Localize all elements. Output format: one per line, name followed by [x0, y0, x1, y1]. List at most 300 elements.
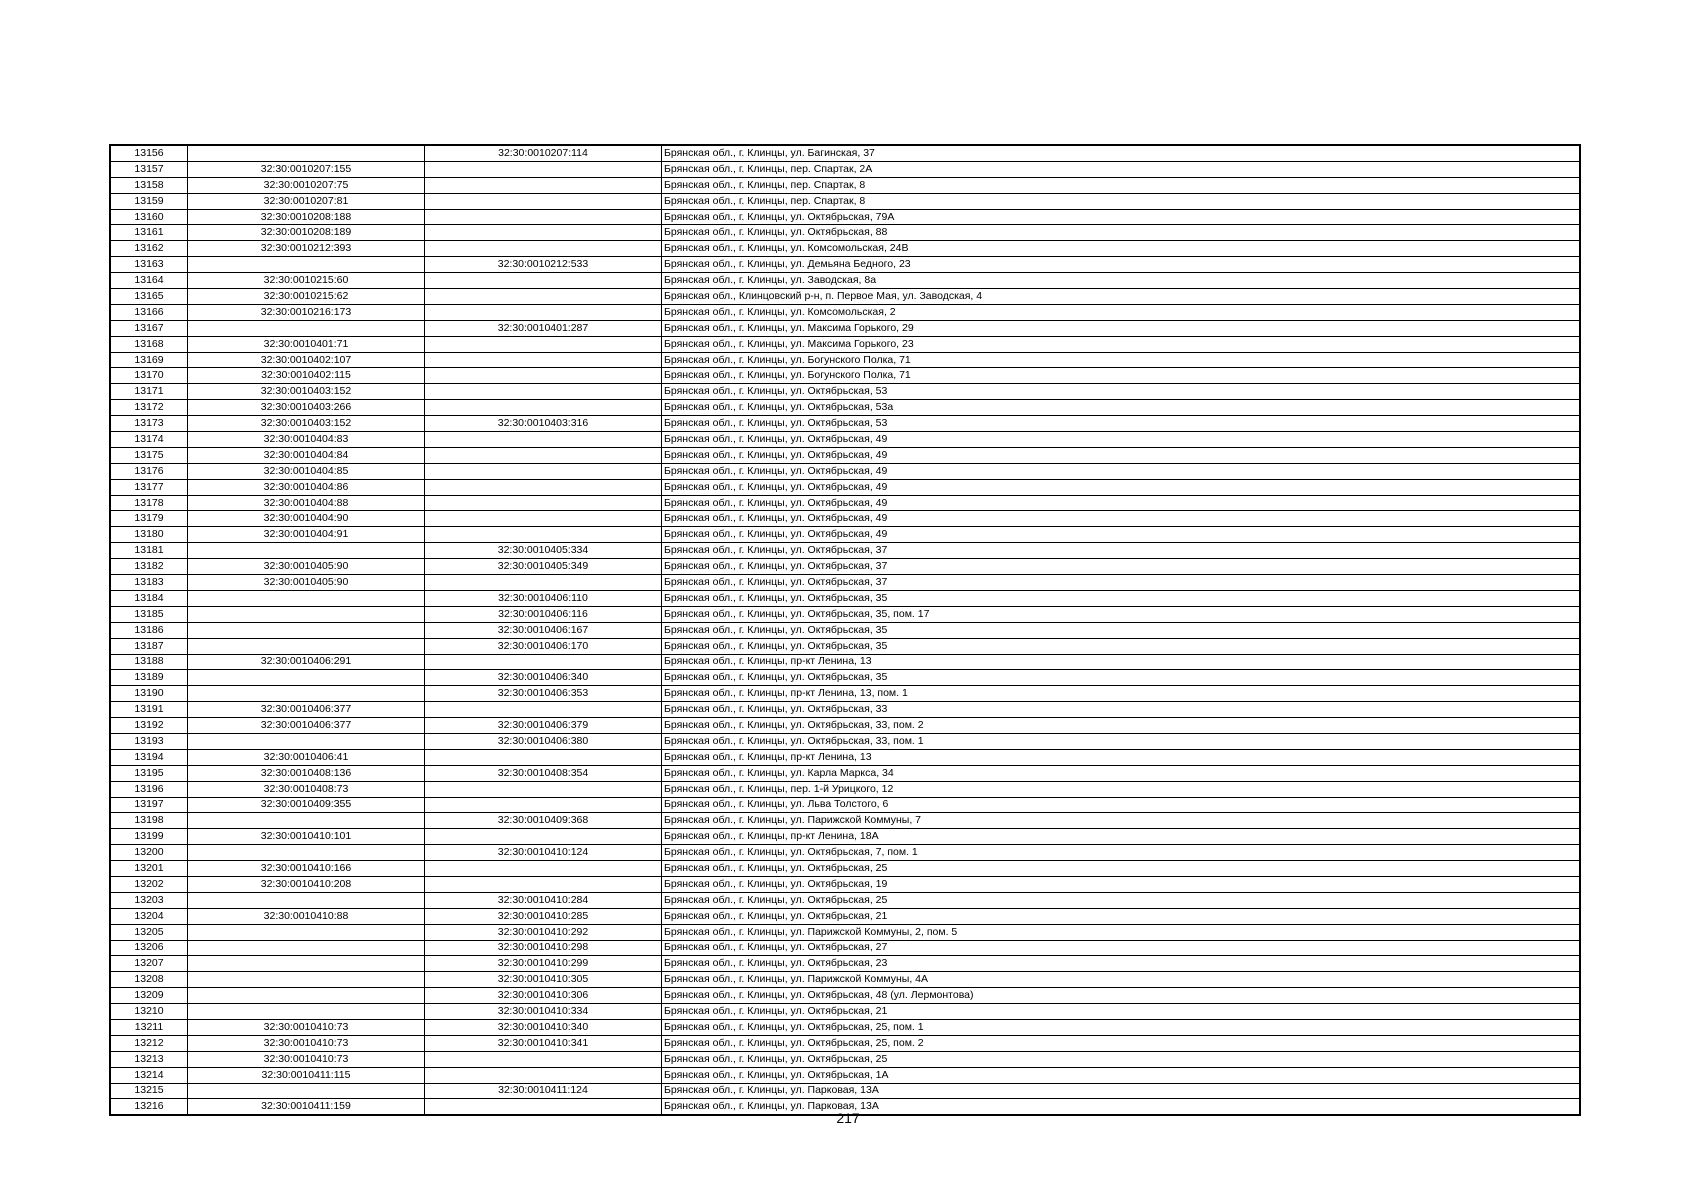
address-cell: Брянская обл., г. Клинцы, ул. Октябрьская, 25: [662, 892, 1581, 908]
object-cadastral-number-cell: 32:30:0010410:340: [425, 1019, 662, 1035]
address-cell: Брянская обл., г. Клинцы, ул. Максима Горького, 29: [662, 320, 1581, 336]
row-number-cell: 13159: [110, 193, 188, 209]
row-number-cell: 13211: [110, 1019, 188, 1035]
row-number-cell: 13197: [110, 797, 188, 813]
address-cell: Брянская обл., г. Клинцы, ул. Октябрьская, 49: [662, 527, 1581, 543]
table-row: [110, 193, 1580, 209]
object-cadastral-number-cell: [425, 161, 662, 177]
address-cell: Брянская обл., г. Клинцы, ул. Октябрьская, 49: [662, 463, 1581, 479]
address-cell: Брянская обл., г. Клинцы, ул. Парковая, 13А: [662, 1083, 1581, 1099]
address-cell: Брянская обл., г. Клинцы, ул. Октябрьская, 7, пом. 1: [662, 845, 1581, 861]
address-cell: Брянская обл., г. Клинцы, пр-кт Ленина, 13: [662, 749, 1581, 765]
cadastral-number-cell: 32:30:0010207:155: [188, 161, 425, 177]
cadastral-number-cell: 32:30:0010212:393: [188, 241, 425, 257]
row-number-cell: 13196: [110, 781, 188, 797]
row-number-cell: 13165: [110, 289, 188, 305]
table-row: [110, 781, 1580, 797]
cadastral-number-cell: [188, 892, 425, 908]
row-number-cell: 13216: [110, 1099, 188, 1115]
table-row: [110, 209, 1580, 225]
address-cell: Брянская обл., г. Клинцы, пр-кт Ленина, 13, пом. 1: [662, 686, 1581, 702]
row-number-cell: 13191: [110, 702, 188, 718]
cadastral-number-cell: 32:30:0010404:84: [188, 447, 425, 463]
row-number-cell: 13183: [110, 575, 188, 591]
object-cadastral-number-cell: [425, 447, 662, 463]
row-number-cell: 13187: [110, 638, 188, 654]
row-number-cell: 13177: [110, 479, 188, 495]
object-cadastral-number-cell: [425, 797, 662, 813]
row-number-cell: 13173: [110, 416, 188, 432]
table-row: [110, 606, 1580, 622]
row-number-cell: 13166: [110, 304, 188, 320]
cadastral-number-cell: 32:30:0010406:377: [188, 718, 425, 734]
cadastral-number-cell: 32:30:0010216:173: [188, 304, 425, 320]
row-number-cell: 13206: [110, 940, 188, 956]
table-row: [110, 352, 1580, 368]
row-number-cell: 13175: [110, 447, 188, 463]
cadastral-number-cell: 32:30:0010215:62: [188, 289, 425, 305]
page-number: 217: [836, 1110, 860, 1126]
row-number-cell: 13161: [110, 225, 188, 241]
table-row: [110, 400, 1580, 416]
cadastral-number-cell: 32:30:0010403:152: [188, 416, 425, 432]
table-row: [110, 749, 1580, 765]
object-cadastral-number-cell: 32:30:0010406:110: [425, 590, 662, 606]
cadastral-number-cell: 32:30:0010207:81: [188, 193, 425, 209]
object-cadastral-number-cell: [425, 511, 662, 527]
row-number-cell: 13176: [110, 463, 188, 479]
row-number-cell: 13193: [110, 733, 188, 749]
object-cadastral-number-cell: [425, 177, 662, 193]
table-row: [110, 384, 1580, 400]
address-cell: Брянская обл., г. Клинцы, ул. Октябрьская, 35: [662, 638, 1581, 654]
table-row: [110, 622, 1580, 638]
table-row: [110, 177, 1580, 193]
row-number-cell: 13157: [110, 161, 188, 177]
table-row: [110, 463, 1580, 479]
cadastral-number-cell: [188, 924, 425, 940]
cadastral-number-cell: [188, 257, 425, 273]
row-number-cell: 13192: [110, 718, 188, 734]
object-cadastral-number-cell: [425, 495, 662, 511]
object-cadastral-number-cell: [425, 241, 662, 257]
object-cadastral-number-cell: [425, 225, 662, 241]
row-number-cell: 13156: [110, 145, 188, 161]
table-row: [110, 940, 1580, 956]
address-cell: Брянская обл., г. Клинцы, ул. Октябрьская, 53: [662, 384, 1581, 400]
address-cell: Брянская обл., г. Клинцы, пер. 1-й Урицкого, 12: [662, 781, 1581, 797]
object-cadastral-number-cell: [425, 702, 662, 718]
object-cadastral-number-cell: 32:30:0010405:349: [425, 559, 662, 575]
object-cadastral-number-cell: [425, 289, 662, 305]
address-cell: Брянская обл., г. Клинцы, пер. Спартак, 8: [662, 177, 1581, 193]
object-cadastral-number-cell: [425, 1067, 662, 1083]
object-cadastral-number-cell: 32:30:0010408:354: [425, 765, 662, 781]
object-cadastral-number-cell: [425, 304, 662, 320]
address-cell: Брянская обл., г. Клинцы, ул. Парковая, 13А: [662, 1099, 1581, 1115]
object-cadastral-number-cell: 32:30:0010410:284: [425, 892, 662, 908]
table-row: [110, 1004, 1580, 1020]
object-cadastral-number-cell: [425, 654, 662, 670]
table-row: [110, 432, 1580, 448]
row-number-cell: 13181: [110, 543, 188, 559]
table-row: [110, 956, 1580, 972]
table-row: [110, 145, 1580, 161]
cadastral-number-cell: [188, 606, 425, 622]
table-row: [110, 845, 1580, 861]
object-cadastral-number-cell: [425, 400, 662, 416]
object-cadastral-number-cell: 32:30:0010410:124: [425, 845, 662, 861]
address-cell: Брянская обл., г. Клинцы, ул. Комсомольская, 2: [662, 304, 1581, 320]
address-cell: Брянская обл., г. Клинцы, ул. Богунского Полка, 71: [662, 352, 1581, 368]
table-row: [110, 241, 1580, 257]
table-row: [110, 543, 1580, 559]
table-row: [110, 273, 1580, 289]
cadastral-number-cell: [188, 733, 425, 749]
address-cell: Брянская обл., г. Клинцы, ул. Октябрьская, 35: [662, 590, 1581, 606]
row-number-cell: 13205: [110, 924, 188, 940]
cadastral-number-cell: 32:30:0010411:159: [188, 1099, 425, 1115]
cadastral-number-cell: 32:30:0010404:91: [188, 527, 425, 543]
cadastral-number-cell: [188, 145, 425, 161]
address-cell: Брянская обл., г. Клинцы, ул. Октябрьская, 35: [662, 622, 1581, 638]
table-row: [110, 590, 1580, 606]
address-cell: Брянская обл., г. Клинцы, пр-кт Ленина, 18А: [662, 829, 1581, 845]
address-cell: Брянская обл., г. Клинцы, ул. Октябрьская, 35, пом. 17: [662, 606, 1581, 622]
cadastral-number-cell: 32:30:0010410:73: [188, 1051, 425, 1067]
address-cell: Брянская обл., г. Клинцы, ул. Октябрьская, 25: [662, 861, 1581, 877]
object-cadastral-number-cell: [425, 273, 662, 289]
cadastral-number-cell: [188, 988, 425, 1004]
cadastral-number-cell: [188, 940, 425, 956]
object-cadastral-number-cell: [425, 336, 662, 352]
table-row: [110, 1051, 1580, 1067]
cadastral-number-cell: 32:30:0010406:377: [188, 702, 425, 718]
cadastral-number-cell: 32:30:0010402:115: [188, 368, 425, 384]
cadastral-number-cell: 32:30:0010405:90: [188, 575, 425, 591]
address-cell: Брянская обл., г. Клинцы, ул. Комсомольская, 24В: [662, 241, 1581, 257]
address-cell: Брянская обл., г. Клинцы, ул. Октябрьская, 79А: [662, 209, 1581, 225]
object-cadastral-number-cell: 32:30:0010406:170: [425, 638, 662, 654]
address-cell: Брянская обл., г. Клинцы, ул. Октябрьская, 53а: [662, 400, 1581, 416]
object-cadastral-number-cell: 32:30:0010410:299: [425, 956, 662, 972]
address-cell: Брянская обл., г. Клинцы, пер. Спартак, 2А: [662, 161, 1581, 177]
address-cell: Брянская обл., г. Клинцы, ул. Октябрьская, 37: [662, 575, 1581, 591]
object-cadastral-number-cell: 32:30:0010411:124: [425, 1083, 662, 1099]
cadastral-number-cell: [188, 956, 425, 972]
object-cadastral-number-cell: [425, 575, 662, 591]
table-row: [110, 368, 1580, 384]
address-cell: Брянская обл., г. Клинцы, ул. Октябрьская, 49: [662, 479, 1581, 495]
address-cell: Брянская обл., г. Клинцы, ул. Демьяна Бедного, 23: [662, 257, 1581, 273]
address-cell: Брянская обл., г. Клинцы, ул. Парижской Коммуны, 2, пом. 5: [662, 924, 1581, 940]
row-number-cell: 13182: [110, 559, 188, 575]
table-row: [110, 718, 1580, 734]
table-row: [110, 575, 1580, 591]
object-cadastral-number-cell: [425, 527, 662, 543]
table-row: [110, 670, 1580, 686]
address-cell: Брянская обл., г. Клинцы, ул. Октябрьская, 25: [662, 1051, 1581, 1067]
row-number-cell: 13162: [110, 241, 188, 257]
cadastral-number-cell: [188, 1083, 425, 1099]
cadastral-number-cell: [188, 670, 425, 686]
row-number-cell: 13169: [110, 352, 188, 368]
registry-table-body: [110, 145, 1580, 1115]
row-number-cell: 13204: [110, 908, 188, 924]
row-number-cell: 13160: [110, 209, 188, 225]
row-number-cell: 13208: [110, 972, 188, 988]
cadastral-number-cell: [188, 972, 425, 988]
table-row: [110, 829, 1580, 845]
table-row: [110, 1083, 1580, 1099]
cadastral-number-cell: 32:30:0010410:88: [188, 908, 425, 924]
row-number-cell: 13167: [110, 320, 188, 336]
object-cadastral-number-cell: 32:30:0010406:353: [425, 686, 662, 702]
table-row: [110, 813, 1580, 829]
row-number-cell: 13207: [110, 956, 188, 972]
address-cell: Брянская обл., Клинцовский р-н, п. Первое Мая, ул. Заводская, 4: [662, 289, 1581, 305]
object-cadastral-number-cell: 32:30:0010207:114: [425, 145, 662, 161]
cadastral-number-cell: [188, 622, 425, 638]
table-row: [110, 225, 1580, 241]
cadastral-number-cell: 32:30:0010402:107: [188, 352, 425, 368]
object-cadastral-number-cell: 32:30:0010410:341: [425, 1035, 662, 1051]
object-cadastral-number-cell: 32:30:0010406:340: [425, 670, 662, 686]
cadastral-number-cell: 32:30:0010401:71: [188, 336, 425, 352]
object-cadastral-number-cell: 32:30:0010410:305: [425, 972, 662, 988]
table-row: [110, 479, 1580, 495]
object-cadastral-number-cell: 32:30:0010403:316: [425, 416, 662, 432]
address-cell: Брянская обл., г. Клинцы, пер. Спартак, 8: [662, 193, 1581, 209]
object-cadastral-number-cell: 32:30:0010406:116: [425, 606, 662, 622]
cadastral-number-cell: 32:30:0010410:101: [188, 829, 425, 845]
address-cell: Брянская обл., г. Клинцы, ул. Октябрьская, 25, пом. 2: [662, 1035, 1581, 1051]
table-row: [110, 892, 1580, 908]
cadastral-number-cell: 32:30:0010410:73: [188, 1019, 425, 1035]
object-cadastral-number-cell: [425, 193, 662, 209]
object-cadastral-number-cell: 32:30:0010410:285: [425, 908, 662, 924]
table-row: [110, 289, 1580, 305]
table-row: [110, 527, 1580, 543]
table-row: [110, 161, 1580, 177]
table-row: [110, 638, 1580, 654]
row-number-cell: 13163: [110, 257, 188, 273]
table-row: [110, 686, 1580, 702]
row-number-cell: 13209: [110, 988, 188, 1004]
address-cell: Брянская обл., г. Клинцы, ул. Багинская, 37: [662, 145, 1581, 161]
cadastral-number-cell: 32:30:0010403:266: [188, 400, 425, 416]
row-number-cell: 13215: [110, 1083, 188, 1099]
object-cadastral-number-cell: 32:30:0010410:292: [425, 924, 662, 940]
table-row: [110, 861, 1580, 877]
object-cadastral-number-cell: 32:30:0010410:298: [425, 940, 662, 956]
row-number-cell: 13200: [110, 845, 188, 861]
cadastral-number-cell: [188, 1004, 425, 1020]
object-cadastral-number-cell: 32:30:0010406:167: [425, 622, 662, 638]
object-cadastral-number-cell: [425, 781, 662, 797]
cadastral-number-cell: 32:30:0010208:188: [188, 209, 425, 225]
address-cell: Брянская обл., г. Клинцы, ул. Октябрьская, 21: [662, 1004, 1581, 1020]
cadastral-number-cell: [188, 845, 425, 861]
cadastral-number-cell: 32:30:0010406:41: [188, 749, 425, 765]
row-number-cell: 13189: [110, 670, 188, 686]
address-cell: Брянская обл., г. Клинцы, ул. Максима Горького, 23: [662, 336, 1581, 352]
cadastral-number-cell: [188, 543, 425, 559]
address-cell: Брянская обл., г. Клинцы, ул. Октябрьская, 49: [662, 432, 1581, 448]
object-cadastral-number-cell: [425, 479, 662, 495]
table-row: [110, 559, 1580, 575]
cadastral-number-cell: 32:30:0010410:208: [188, 876, 425, 892]
address-cell: Брянская обл., г. Клинцы, ул. Октябрьская, 1А: [662, 1067, 1581, 1083]
address-cell: Брянская обл., г. Клинцы, ул. Октябрьская, 48 (ул. Лермонтова): [662, 988, 1581, 1004]
cadastral-number-cell: 32:30:0010215:60: [188, 273, 425, 289]
table-row: [110, 988, 1580, 1004]
cadastral-number-cell: 32:30:0010409:355: [188, 797, 425, 813]
address-cell: Брянская обл., г. Клинцы, ул. Октябрьская, 23: [662, 956, 1581, 972]
row-number-cell: 13171: [110, 384, 188, 400]
cadastral-number-cell: [188, 686, 425, 702]
address-cell: Брянская обл., г. Клинцы, ул. Парижской Коммуны, 7: [662, 813, 1581, 829]
object-cadastral-number-cell: 32:30:0010406:379: [425, 718, 662, 734]
row-number-cell: 13172: [110, 400, 188, 416]
table-row: [110, 416, 1580, 432]
cadastral-number-cell: [188, 813, 425, 829]
address-cell: Брянская обл., г. Клинцы, ул. Парижской Коммуны, 4А: [662, 972, 1581, 988]
table-row: [110, 1067, 1580, 1083]
row-number-cell: 13202: [110, 876, 188, 892]
address-cell: Брянская обл., г. Клинцы, ул. Октябрьская, 25, пом. 1: [662, 1019, 1581, 1035]
cadastral-number-cell: 32:30:0010410:73: [188, 1035, 425, 1051]
address-cell: Брянская обл., г. Клинцы, ул. Карла Маркса, 34: [662, 765, 1581, 781]
cadastral-number-cell: 32:30:0010406:291: [188, 654, 425, 670]
row-number-cell: 13212: [110, 1035, 188, 1051]
object-cadastral-number-cell: 32:30:0010410:306: [425, 988, 662, 1004]
object-cadastral-number-cell: [425, 368, 662, 384]
table-row: [110, 972, 1580, 988]
table-row: [110, 908, 1580, 924]
row-number-cell: 13180: [110, 527, 188, 543]
table-row: [110, 336, 1580, 352]
table-row: [110, 1019, 1580, 1035]
row-number-cell: 13168: [110, 336, 188, 352]
row-number-cell: 13194: [110, 749, 188, 765]
object-cadastral-number-cell: [425, 861, 662, 877]
object-cadastral-number-cell: [425, 1051, 662, 1067]
object-cadastral-number-cell: 32:30:0010401:287: [425, 320, 662, 336]
row-number-cell: 13174: [110, 432, 188, 448]
row-number-cell: 13178: [110, 495, 188, 511]
cadastral-number-cell: [188, 638, 425, 654]
table-row: [110, 924, 1580, 940]
row-number-cell: 13210: [110, 1004, 188, 1020]
object-cadastral-number-cell: [425, 432, 662, 448]
address-cell: Брянская обл., г. Клинцы, ул. Октябрьская, 88: [662, 225, 1581, 241]
row-number-cell: 13170: [110, 368, 188, 384]
address-cell: Брянская обл., г. Клинцы, ул. Октябрьская, 33: [662, 702, 1581, 718]
table-row: [110, 702, 1580, 718]
row-number-cell: 13188: [110, 654, 188, 670]
cadastral-number-cell: 32:30:0010408:136: [188, 765, 425, 781]
table-row: [110, 1035, 1580, 1051]
address-cell: Брянская обл., г. Клинцы, пр-кт Ленина, 13: [662, 654, 1581, 670]
object-cadastral-number-cell: [425, 352, 662, 368]
row-number-cell: 13164: [110, 273, 188, 289]
object-cadastral-number-cell: 32:30:0010409:368: [425, 813, 662, 829]
address-cell: Брянская обл., г. Клинцы, ул. Заводская, 8а: [662, 273, 1581, 289]
address-cell: Брянская обл., г. Клинцы, ул. Льва Толстого, 6: [662, 797, 1581, 813]
address-cell: Брянская обл., г. Клинцы, ул. Октябрьская, 21: [662, 908, 1581, 924]
row-number-cell: 13201: [110, 861, 188, 877]
table-row: [110, 654, 1580, 670]
table-row: [110, 797, 1580, 813]
row-number-cell: 13184: [110, 590, 188, 606]
cadastral-number-cell: 32:30:0010405:90: [188, 559, 425, 575]
registry-table: [109, 144, 1581, 1116]
cadastral-number-cell: 32:30:0010208:189: [188, 225, 425, 241]
address-cell: Брянская обл., г. Клинцы, ул. Октябрьская, 49: [662, 495, 1581, 511]
table-row: [110, 447, 1580, 463]
row-number-cell: 13214: [110, 1067, 188, 1083]
address-cell: Брянская обл., г. Клинцы, ул. Богунского Полка, 71: [662, 368, 1581, 384]
table-row: [110, 304, 1580, 320]
object-cadastral-number-cell: [425, 749, 662, 765]
address-cell: Брянская обл., г. Клинцы, ул. Октябрьская, 27: [662, 940, 1581, 956]
object-cadastral-number-cell: 32:30:0010212:533: [425, 257, 662, 273]
object-cadastral-number-cell: 32:30:0010406:380: [425, 733, 662, 749]
row-number-cell: 13195: [110, 765, 188, 781]
table-row: [110, 765, 1580, 781]
address-cell: Брянская обл., г. Клинцы, ул. Октябрьская, 33, пом. 1: [662, 733, 1581, 749]
cadastral-number-cell: 32:30:0010403:152: [188, 384, 425, 400]
cadastral-number-cell: 32:30:0010404:90: [188, 511, 425, 527]
object-cadastral-number-cell: [425, 209, 662, 225]
address-cell: Брянская обл., г. Клинцы, ул. Октябрьская, 49: [662, 447, 1581, 463]
row-number-cell: 13199: [110, 829, 188, 845]
address-cell: Брянская обл., г. Клинцы, ул. Октябрьская, 37: [662, 559, 1581, 575]
cadastral-number-cell: 32:30:0010411:115: [188, 1067, 425, 1083]
address-cell: Брянская обл., г. Клинцы, ул. Октябрьская, 33, пом. 2: [662, 718, 1581, 734]
row-number-cell: 13198: [110, 813, 188, 829]
row-number-cell: 13186: [110, 622, 188, 638]
cadastral-number-cell: 32:30:0010207:75: [188, 177, 425, 193]
table-row: [110, 876, 1580, 892]
address-cell: Брянская обл., г. Клинцы, ул. Октябрьская, 37: [662, 543, 1581, 559]
cadastral-number-cell: 32:30:0010404:86: [188, 479, 425, 495]
row-number-cell: 13213: [110, 1051, 188, 1067]
address-cell: Брянская обл., г. Клинцы, ул. Октябрьская, 19: [662, 876, 1581, 892]
address-cell: Брянская обл., г. Клинцы, ул. Октябрьская, 49: [662, 511, 1581, 527]
cadastral-number-cell: 32:30:0010404:83: [188, 432, 425, 448]
cadastral-number-cell: 32:30:0010410:166: [188, 861, 425, 877]
object-cadastral-number-cell: [425, 829, 662, 845]
cadastral-number-cell: 32:30:0010404:85: [188, 463, 425, 479]
object-cadastral-number-cell: [425, 384, 662, 400]
cadastral-number-cell: [188, 320, 425, 336]
cadastral-number-cell: 32:30:0010404:88: [188, 495, 425, 511]
table-row: [110, 320, 1580, 336]
object-cadastral-number-cell: 32:30:0010405:334: [425, 543, 662, 559]
table-row: [110, 257, 1580, 273]
object-cadastral-number-cell: [425, 876, 662, 892]
table-row: [110, 733, 1580, 749]
table-row: [110, 511, 1580, 527]
row-number-cell: 13203: [110, 892, 188, 908]
object-cadastral-number-cell: 32:30:0010410:334: [425, 1004, 662, 1020]
cadastral-number-cell: [188, 590, 425, 606]
row-number-cell: 13179: [110, 511, 188, 527]
cadastral-number-cell: 32:30:0010408:73: [188, 781, 425, 797]
object-cadastral-number-cell: [425, 463, 662, 479]
